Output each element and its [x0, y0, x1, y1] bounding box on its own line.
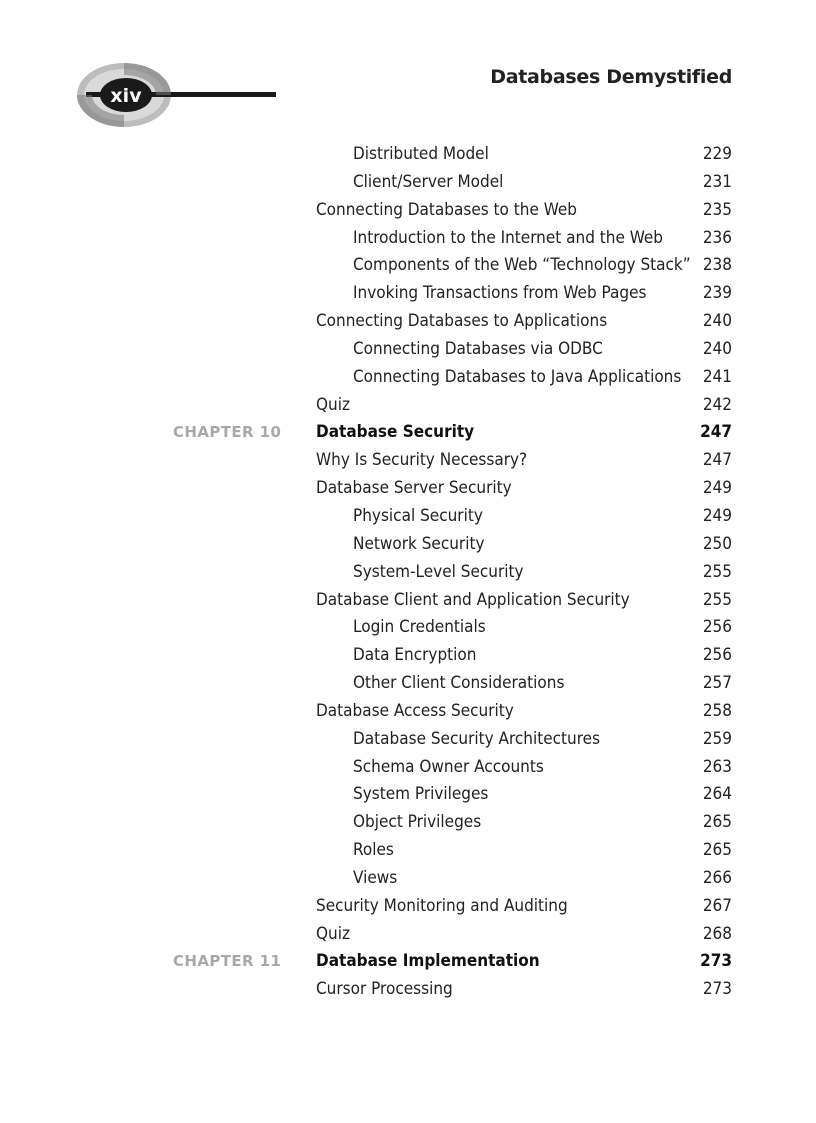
toc-subsection-row: [0, 503, 816, 531]
toc-page-number: 258: [702, 700, 732, 721]
toc-page-number: 264: [702, 784, 732, 805]
toc-entry-label: Security Monitoring and Auditing: [316, 895, 568, 916]
toc-page-number: 257: [702, 673, 732, 694]
toc-page-number: 256: [702, 645, 732, 666]
toc-section-row: [0, 893, 816, 921]
toc-page-number: 240: [702, 338, 732, 359]
chapter-title: Database Security: [316, 422, 475, 443]
toc-subsection-row: [0, 252, 816, 280]
toc-page-number: 273: [702, 979, 732, 1000]
toc-page-number: 256: [702, 617, 732, 638]
toc-page-number: 255: [702, 561, 732, 582]
toc-page-number: 239: [702, 283, 732, 304]
toc-subsection-row: [0, 614, 816, 642]
toc-entry-label: Network Security: [353, 533, 485, 554]
toc-subsection-row: [0, 141, 816, 169]
chapter-number: CHAPTER 11: [173, 952, 282, 971]
toc-subsection-row: [0, 642, 816, 670]
chapter-number: CHAPTER 10: [173, 423, 282, 442]
toc-entry-label: Why Is Security Necessary?: [316, 450, 528, 471]
toc-page-number: 249: [702, 478, 732, 499]
toc-page-number: 249: [702, 505, 732, 526]
toc-entry-label: Connecting Databases to the Web: [316, 199, 577, 220]
toc-page-number: 250: [702, 533, 732, 554]
table-of-contents: [0, 141, 816, 1004]
page-badge-graphic: [76, 61, 276, 129]
toc-entry-label: Database Security Architectures: [353, 728, 601, 749]
toc-entry-label: Data Encryption: [353, 645, 477, 666]
toc-subsection-row: [0, 280, 816, 308]
toc-page-number: 238: [702, 255, 732, 276]
toc-entry-label: Connecting Databases to Applications: [316, 311, 608, 332]
toc-entry-label: Invoking Transactions from Web Pages: [353, 283, 647, 304]
toc-section-row: [0, 392, 816, 420]
toc-page-number: 247: [700, 422, 732, 443]
toc-subsection-row: [0, 169, 816, 197]
toc-section-row: [0, 447, 816, 475]
toc-entry-label: Database Server Security: [316, 478, 512, 499]
toc-section-row: [0, 976, 816, 1004]
toc-section-row: [0, 308, 816, 336]
toc-chapter-row: [0, 419, 816, 447]
toc-subsection-row: [0, 865, 816, 893]
page-number: xiv: [110, 85, 142, 107]
toc-subsection-row: [0, 225, 816, 253]
toc-subsection-row: [0, 837, 816, 865]
toc-section-row: [0, 475, 816, 503]
toc-page-number: 242: [702, 394, 732, 415]
toc-page-number: 267: [702, 895, 732, 916]
toc-entry-label: Quiz: [316, 923, 351, 944]
toc-subsection-row: [0, 531, 816, 559]
toc-entry-label: Cursor Processing: [316, 979, 453, 1000]
toc-page-number: 266: [702, 867, 732, 888]
page-number-badge: [76, 61, 276, 129]
toc-entry-label: System Privileges: [353, 784, 489, 805]
toc-subsection-row: [0, 726, 816, 754]
toc-page-number: 240: [702, 311, 732, 332]
toc-page-number: 265: [702, 840, 732, 861]
toc-page-number: 229: [702, 144, 732, 164]
toc-section-row: [0, 587, 816, 615]
toc-chapter-row: [0, 948, 816, 976]
book-title: Databases Demystified: [490, 66, 732, 88]
toc-page-number: 265: [702, 812, 732, 833]
toc-subsection-row: [0, 754, 816, 782]
toc-entry-label: Views: [353, 867, 398, 888]
toc-section-row: [0, 698, 816, 726]
toc-entry-label: Connecting Databases via ODBC: [353, 338, 603, 359]
toc-entry-label: Client/Server Model: [353, 171, 504, 192]
toc-page-number: 247: [702, 450, 732, 471]
toc-entry-label: Login Credentials: [353, 617, 486, 638]
chapter-title: Database Implementation: [316, 951, 540, 972]
toc-subsection-row: [0, 809, 816, 837]
toc-entry-label: Schema Owner Accounts: [353, 756, 544, 777]
toc-subsection-row: [0, 364, 816, 392]
toc-entry-label: Components of the Web “Technology Stack”: [353, 255, 691, 276]
toc-entry-label: Database Client and Application Security: [316, 589, 630, 610]
toc-page-number: 273: [700, 951, 732, 972]
toc-page-number: 241: [702, 366, 732, 387]
toc-entry-label: Distributed Model: [353, 144, 489, 164]
toc-section-row: [0, 921, 816, 949]
toc-entry-label: Database Access Security: [316, 700, 514, 721]
toc-entry-label: Roles: [353, 840, 394, 861]
toc-subsection-row: [0, 336, 816, 364]
toc-subsection-row: [0, 670, 816, 698]
toc-entry-label: Other Client Considerations: [353, 673, 565, 694]
toc-section-row: [0, 197, 816, 225]
toc-entry-label: Connecting Databases to Java Applications: [353, 366, 682, 387]
toc-page-number: 235: [702, 199, 732, 220]
toc-entry-label: Quiz: [316, 394, 351, 415]
toc-page-number: 268: [702, 923, 732, 944]
toc-page-number: 231: [702, 171, 732, 192]
toc-subsection-row: [0, 559, 816, 587]
toc-entry-label: Object Privileges: [353, 812, 482, 833]
toc-page-number: 263: [702, 756, 732, 777]
toc-page-number: 236: [702, 227, 732, 248]
toc-page-number: 255: [702, 589, 732, 610]
toc-entry-label: Introduction to the Internet and the Web: [353, 227, 663, 248]
toc-page-number: 259: [702, 728, 732, 749]
toc-entry-label: System-Level Security: [353, 561, 524, 582]
toc-subsection-row: [0, 781, 816, 809]
toc-entry-label: Physical Security: [353, 505, 483, 526]
